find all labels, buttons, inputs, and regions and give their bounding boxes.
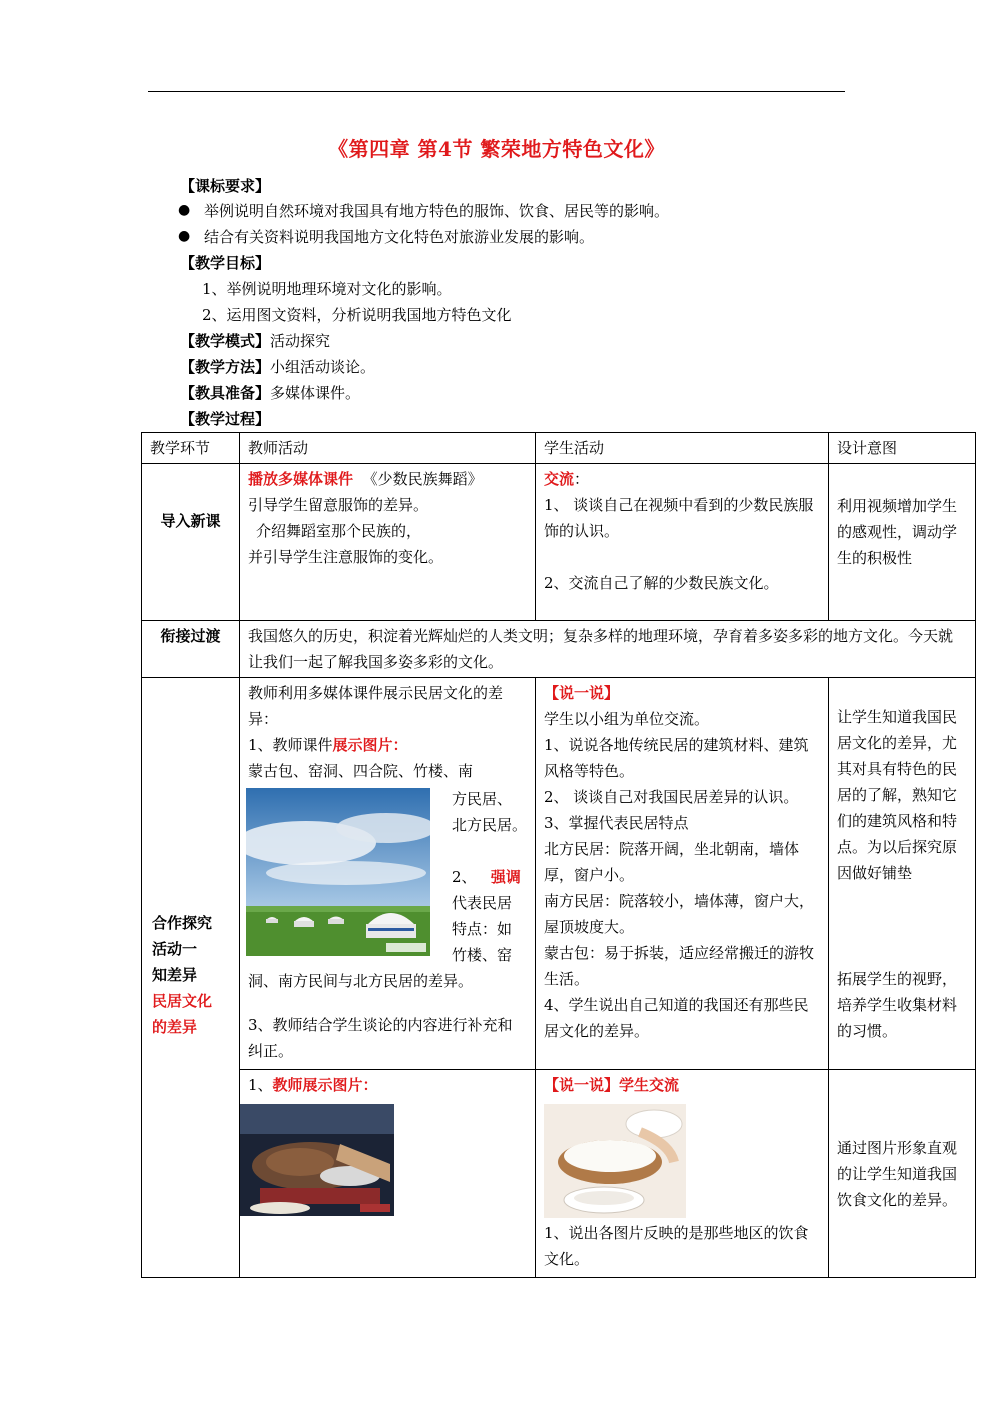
row3-student-line: 南方民居：院落较小，墙体薄，窗户大，屋顶坡度大。	[544, 892, 815, 936]
row3-student-line: 4、学生说出自己知道的我国还有那些民居文化的差异。	[544, 996, 809, 1040]
row3-student-line: 1、说说各地传统民居的建筑材料、建筑风格等特色。	[544, 736, 809, 780]
row3-teacher-p2-prefix: 2、	[452, 868, 477, 886]
row3-teacher-p2-line: 竹楼、窑	[452, 946, 513, 964]
row3-student-line: 蒙古包：易于拆装，适应经常搬迁的游牧生活。	[544, 944, 815, 988]
row3-teacher-p2-line: 代表民居	[452, 894, 513, 912]
mubiao-label: 【教学目标】	[180, 254, 271, 272]
mubiao-item-1: 1、举例说明地理环境对文化的影响。	[202, 280, 452, 298]
row3-intent-b: 拓展学生的视野，培养学生收集材料的习惯。	[837, 970, 958, 1040]
row1-student-line: 2、交流自己了解的少数民族文化。	[544, 574, 779, 592]
row3-student-red: 【说一说】	[544, 684, 620, 702]
row3-teacher-p3: 3、教师结合学生谈论的内容进行补充和纠正。	[248, 1016, 513, 1060]
row4-student-line: 1、说出各图片反映的是那些地区的饮食文化。	[544, 1224, 809, 1268]
table-row	[142, 464, 976, 621]
row3-teacher-p1-text-b: 方民居、	[452, 790, 513, 808]
header-intent: 设计意图	[837, 439, 898, 457]
row4-intent: 通过图片形象直观的让学生知道我国饮食文化的差异。	[837, 1138, 958, 1209]
row4-student-red: 【说一说】学生交流	[544, 1076, 680, 1094]
moshi-label: 【教学模式】	[180, 332, 271, 350]
row3-stage-line: 活动一	[152, 940, 198, 958]
row4-teacher-prefix: 1、	[248, 1076, 273, 1094]
kebiao-label: 【课标要求】	[180, 177, 271, 195]
row3-student-line: 2、 谈谈自己对我国民居差异的认识。	[544, 788, 799, 806]
table-row	[142, 678, 976, 1070]
row3-teacher-p2-tail: 洞、南方民间与北方民居的差异。	[248, 972, 474, 990]
row3-stage-line: 知差异	[152, 966, 198, 984]
row3-stage-line: 合作探究	[152, 914, 213, 932]
row1-student-title-line	[544, 466, 820, 492]
row3-stage-red-line: 的差异	[152, 1018, 198, 1036]
row1-teacher-line: 引导学生留意服饰的差异。	[248, 496, 429, 514]
zhunbei-value: 多媒体课件。	[270, 384, 361, 402]
bullet-icon: ●	[178, 228, 191, 244]
row3-teacher-p2	[452, 864, 521, 890]
row1-intent: 利用视频增加学生的感观性，调动学生的积极性	[837, 497, 958, 567]
row1-teacher-red: 播放多媒体课件	[248, 470, 354, 488]
row3-teacher-intro: 教师利用多媒体课件展示民居文化的差异：	[248, 684, 504, 728]
header-stage: 教学环节	[150, 439, 211, 457]
table-header-row	[142, 433, 976, 464]
row4-teacher-red: 教师展示图片：	[272, 1076, 378, 1094]
fangfa-value: 小组活动谈论。	[270, 358, 376, 376]
meat-photo	[240, 1104, 394, 1216]
fangfa-label: 【教学方法】	[180, 358, 271, 376]
row3-teacher-p1-text: 蒙古包、窑洞、四合院、竹楼、南	[248, 762, 474, 780]
row3-teacher-p1-text-c: 北方民居。	[452, 816, 528, 834]
table-row	[142, 621, 976, 678]
bullet-icon: ●	[178, 202, 191, 218]
row1-teacher-line: 并引导学生注意服饰的变化。	[248, 548, 444, 566]
row1-student-red: 交流	[544, 470, 575, 488]
row1-teacher-line: 介绍舞蹈室那个民族的，	[256, 522, 422, 540]
kebiao-item-1: 举例说明自然环境对我国具有地方特色的服饰、饮食、居民等的影响。	[204, 202, 670, 220]
page-title: 《第四章 第4节 繁荣地方特色文化》	[328, 137, 665, 161]
row1-teacher-title: 《少数民族舞蹈》	[362, 470, 483, 488]
row3-teacher-p1	[248, 732, 527, 758]
yurt-photo	[246, 788, 430, 956]
header-teacher: 教师活动	[248, 439, 309, 457]
row1-teacher-title-line	[248, 466, 527, 492]
row2-text: 我国悠久的历史，积淀着光辉灿烂的人类文明；复杂多样的地理环境，孕育着多姿多彩的地方文化。今天就让我们一起了解我国多姿多彩的文化。	[248, 627, 954, 671]
row2-stage: 衔接过渡	[160, 627, 221, 645]
row3-intent-a: 让学生知道我国民居文化的差异，尤其对具有特色的民居的了解，熟知它们的建筑风格和特点。为以后探究原因做好铺垫	[837, 708, 958, 882]
moshi-line	[180, 330, 330, 352]
lesson-table	[141, 432, 976, 1278]
row3-teacher-p2-red: 强调	[490, 868, 521, 886]
row3-student-line: 3、掌握代表民居特点	[544, 814, 689, 832]
row3-teacher-p1-red: 展示图片：	[332, 736, 408, 754]
zhunbei-label: 【教具准备】	[180, 384, 271, 402]
header-student: 学生活动	[544, 439, 605, 457]
kebiao-item-2: 结合有关资料说明我国地方文化特色对旅游业发展的影响。	[204, 228, 595, 246]
mubiao-item-2: 2、运用图文资料，分析说明我国地方特色文化	[202, 306, 512, 324]
row3-teacher-p2-line: 特点：如	[452, 920, 513, 938]
row3-student-line: 学生以小组为单位交流。	[544, 710, 710, 728]
rice-photo	[544, 1104, 686, 1218]
row4-teacher-line	[248, 1072, 527, 1098]
row1-stage: 导入新课	[160, 512, 221, 530]
row1-student-colon: ：	[574, 470, 590, 488]
row3-teacher-p1-prefix: 1、教师课件	[248, 736, 333, 754]
table-row	[142, 1070, 976, 1278]
row3-student-line: 北方民居：院落开阔，坐北朝南，墙体厚，窗户小。	[544, 840, 800, 884]
row1-student-line: 1、 谈谈自己在视频中看到的少数民族服饰的认识。	[544, 496, 814, 540]
zhunbei-line	[180, 382, 360, 404]
row3-stage-red-line: 民居文化	[152, 992, 213, 1010]
fangfa-line	[180, 356, 375, 378]
guocheng-label: 【教学过程】	[180, 410, 271, 428]
header-rule	[148, 91, 845, 92]
moshi-value: 活动探究	[270, 332, 331, 350]
